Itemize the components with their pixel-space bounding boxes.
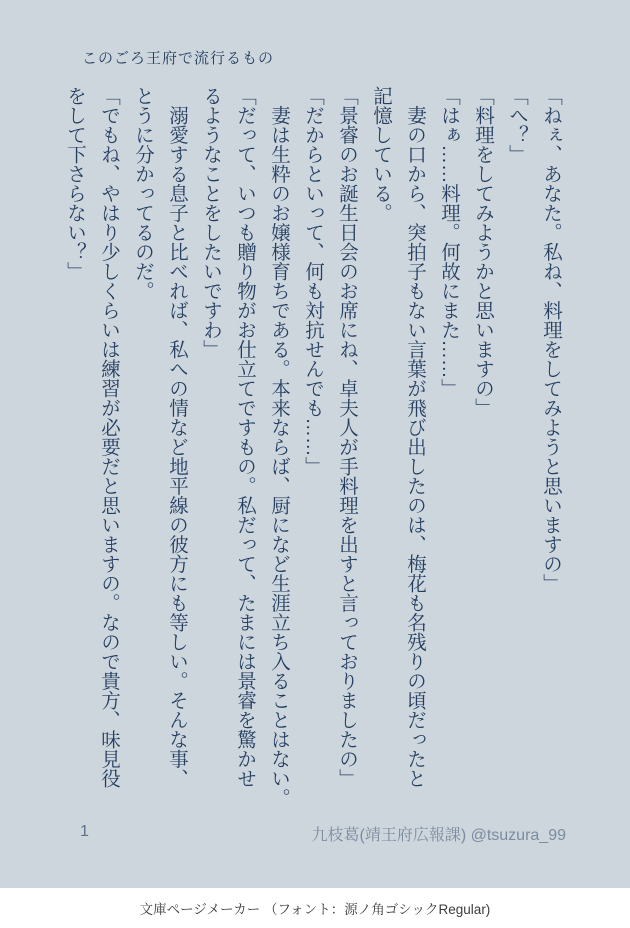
footer-bar	[0, 888, 630, 928]
text-column: 「ねぇ、あなた。私ね、料理をしてみようと思いますの」	[540, 86, 562, 593]
text-column: 「でもね、やはり少しくらいは練習が必要だと思いますの。なので貴方、味見役	[98, 86, 120, 788]
text-column: とうに分かってるのだ。	[132, 86, 154, 301]
text-column: 「はぁ……料理。何故にまた……」	[438, 86, 460, 398]
page-title: このごろ王府で流行るもの	[82, 50, 275, 67]
text-column: 「景睿のお誕生日会のお席にね、卓夫人が手料理を出すと言っておりましたの」	[336, 86, 358, 788]
text-column: 妻は生粋のお嬢様育ちである。本来ならば、厨になど生涯立ち入ることはない。	[268, 86, 290, 808]
text-column: るようなことをしたいですわ」	[200, 86, 222, 359]
text-column: をして下さらない？」	[64, 86, 86, 281]
text-column: 「へ？」	[506, 86, 528, 164]
text-column: 溺愛する息子と比べれば、私への情など地平線の彼方にも等しい。そんな事、	[166, 86, 188, 788]
text-column: 妻の口から、突拍子もない言葉が飛び出したのは、梅花も名残りの頃だったと	[404, 86, 426, 788]
text-column: 「だからといって、何も対抗せんでも……」	[302, 86, 324, 476]
author-credit: 九枝葛(靖王府広報課) @tsuzura_99	[311, 827, 566, 844]
footer-note: 文庫ページメーカー （フォント：源ノ角ゴシックRegular)	[139, 902, 491, 917]
text-column: 記憶している。	[370, 86, 392, 223]
text-column: 「だって、いつも贈り物がお仕立てですもの。私だって、たまには景睿を驚かせ	[234, 86, 256, 788]
text-column: 「料理をしてみようかと思いますの」	[472, 86, 494, 418]
page-number: 1	[80, 823, 89, 840]
body-text	[58, 86, 568, 808]
